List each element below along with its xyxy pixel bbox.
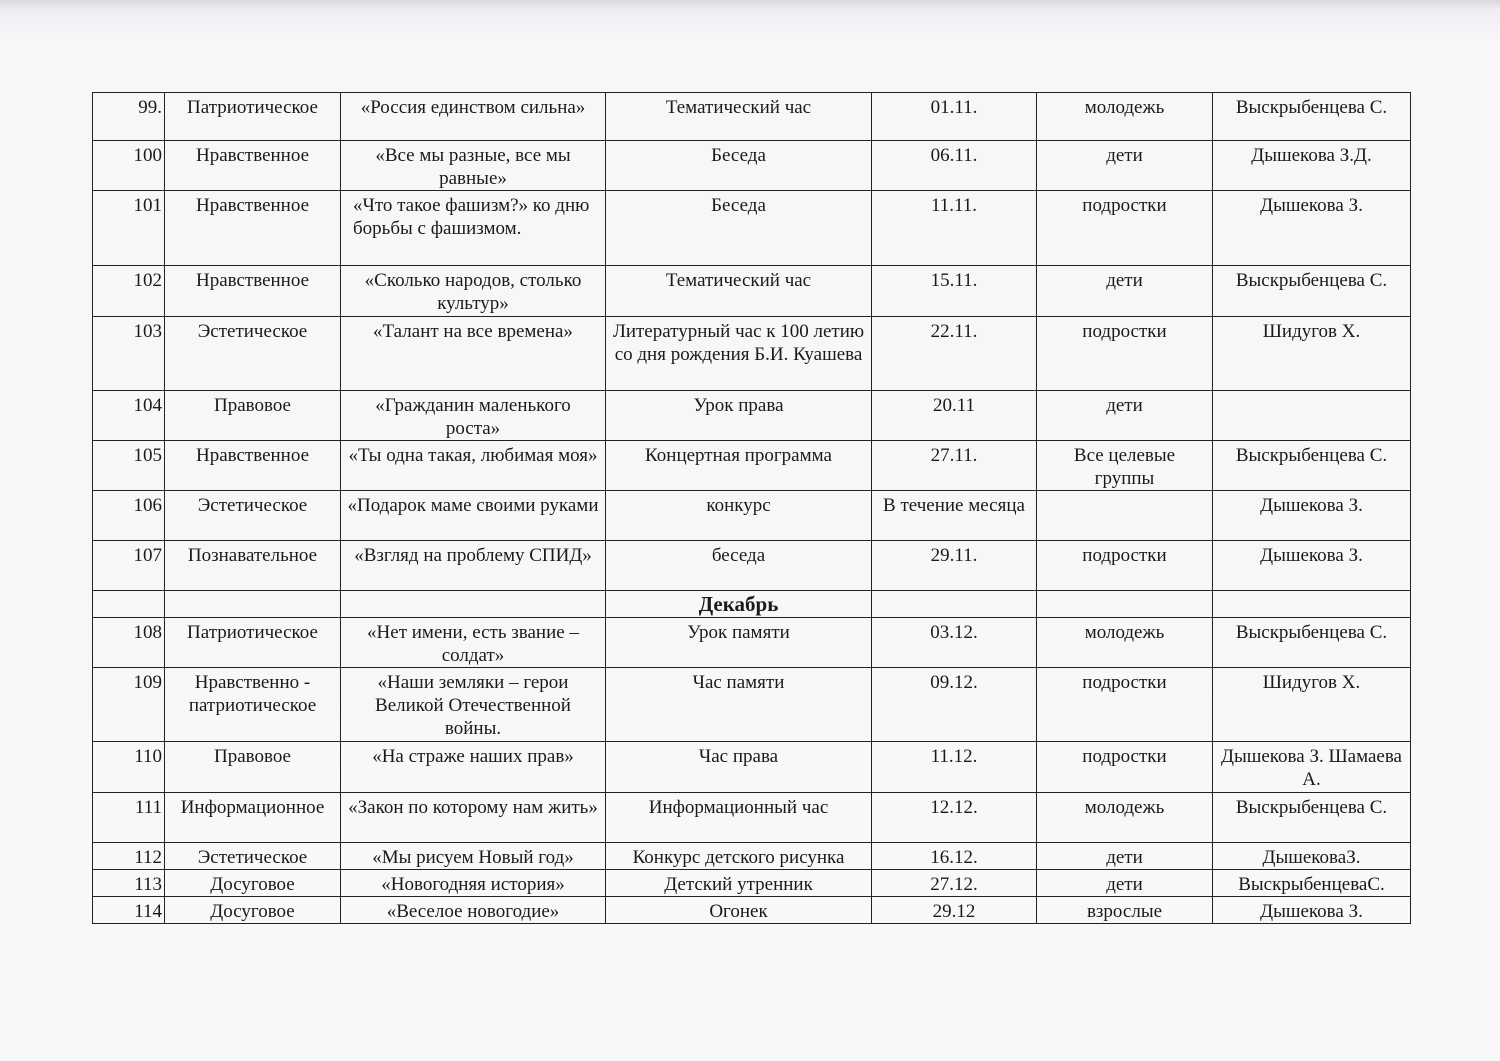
event-form: Огонек xyxy=(606,897,872,924)
event-responsible: Дышекова З. xyxy=(1213,897,1411,924)
row-number: 111 xyxy=(93,793,165,843)
event-audience: молодежь xyxy=(1037,618,1213,668)
page-edge xyxy=(0,0,1500,10)
event-responsible: Выскрыбенцева С. xyxy=(1213,266,1411,317)
event-audience: подростки xyxy=(1037,541,1213,591)
event-direction: Познавательное xyxy=(165,541,341,591)
event-audience: Все целевые группы xyxy=(1037,441,1213,491)
event-audience: подростки xyxy=(1037,668,1213,742)
table-row xyxy=(93,541,1411,591)
event-form: Литературный час к 100 летию со дня рождения Б.И. Куашева xyxy=(606,317,872,391)
event-responsible: Выскрыбенцева С. xyxy=(1213,441,1411,491)
event-audience: молодежь xyxy=(1037,793,1213,843)
event-form: беседа xyxy=(606,541,872,591)
event-direction: Нравственное xyxy=(165,441,341,491)
event-direction: Досуговое xyxy=(165,897,341,924)
event-audience: дети xyxy=(1037,141,1213,191)
event-direction: Нравственное xyxy=(165,266,341,317)
event-form: Час права xyxy=(606,742,872,793)
event-form: Конкурс детского рисунка xyxy=(606,843,872,870)
event-form: Беседа xyxy=(606,191,872,266)
event-direction: Нравственное xyxy=(165,191,341,266)
event-direction: Информационное xyxy=(165,793,341,843)
event-form: Беседа xyxy=(606,141,872,191)
event-responsible: Выскрыбенцева С. xyxy=(1213,93,1411,141)
event-audience: дети xyxy=(1037,843,1213,870)
event-form: Информационный час xyxy=(606,793,872,843)
event-title: «Наши земляки – герои Великой Отечественной войны. xyxy=(341,668,606,742)
row-number: 102 xyxy=(93,266,165,317)
event-date: В течение месяца xyxy=(872,491,1037,541)
event-responsible: Дышекова З.Д. xyxy=(1213,141,1411,191)
row-number: 106 xyxy=(93,491,165,541)
event-date: 09.12. xyxy=(872,668,1037,742)
event-date: 06.11. xyxy=(872,141,1037,191)
table-row xyxy=(93,742,1411,793)
event-direction: Патриотическое xyxy=(165,618,341,668)
event-title: «Гражданин маленького роста» xyxy=(341,391,606,441)
month-empty-cell xyxy=(93,591,165,618)
event-direction: Нравственно - патриотическое xyxy=(165,668,341,742)
event-date: 16.12. xyxy=(872,843,1037,870)
event-title: «Ты одна такая, любимая моя» xyxy=(341,441,606,491)
event-date: 12.12. xyxy=(872,793,1037,843)
month-empty-cell xyxy=(1037,591,1213,618)
event-date: 01.11. xyxy=(872,93,1037,141)
table-row xyxy=(93,441,1411,491)
event-title: «Закон по которому нам жить» xyxy=(341,793,606,843)
row-number: 101 xyxy=(93,191,165,266)
event-responsible: Дышекова З. Шамаева А. xyxy=(1213,742,1411,793)
row-number: 108 xyxy=(93,618,165,668)
event-title: «Что такое фашизм?» ко дню борьбы с фашизмом. xyxy=(341,191,606,266)
rows-december xyxy=(93,618,1411,924)
event-title: «Сколько народов, столько культур» xyxy=(341,266,606,317)
event-direction: Правовое xyxy=(165,742,341,793)
event-form: Урок памяти xyxy=(606,618,872,668)
month-empty-cell xyxy=(872,591,1037,618)
event-direction: Патриотическое xyxy=(165,93,341,141)
event-responsible: Выскрыбенцева С. xyxy=(1213,618,1411,668)
event-audience: подростки xyxy=(1037,317,1213,391)
event-date: 27.11. xyxy=(872,441,1037,491)
event-date: 20.11 xyxy=(872,391,1037,441)
month-empty-cell xyxy=(1213,591,1411,618)
event-date: 15.11. xyxy=(872,266,1037,317)
event-direction: Эстетическое xyxy=(165,317,341,391)
event-title: «Нет имени, есть звание – солдат» xyxy=(341,618,606,668)
month-divider xyxy=(93,591,1411,618)
table-row xyxy=(93,618,1411,668)
events-table xyxy=(92,92,1411,924)
table-row xyxy=(93,897,1411,924)
event-direction: Правовое xyxy=(165,391,341,441)
row-number: 105 xyxy=(93,441,165,491)
event-audience: дети xyxy=(1037,266,1213,317)
event-direction: Эстетическое xyxy=(165,491,341,541)
event-date: 11.12. xyxy=(872,742,1037,793)
event-form: Урок права xyxy=(606,391,872,441)
event-responsible: Выскрыбенцева С. xyxy=(1213,793,1411,843)
event-direction: Досуговое xyxy=(165,870,341,897)
table-row xyxy=(93,793,1411,843)
event-audience: дети xyxy=(1037,391,1213,441)
event-responsible: Дышекова З. xyxy=(1213,191,1411,266)
event-form: Тематический час xyxy=(606,266,872,317)
row-number: 103 xyxy=(93,317,165,391)
row-number: 110 xyxy=(93,742,165,793)
event-title: «Все мы разные, все мы равные» xyxy=(341,141,606,191)
month-label: Декабрь xyxy=(606,591,872,618)
event-audience: подростки xyxy=(1037,191,1213,266)
event-title: «Подарок маме своими руками xyxy=(341,491,606,541)
event-title: «Россия единством сильна» xyxy=(341,93,606,141)
table-row xyxy=(93,141,1411,191)
row-number: 112 xyxy=(93,843,165,870)
event-responsible: Дышекова З. xyxy=(1213,541,1411,591)
event-responsible: Шидугов Х. xyxy=(1213,668,1411,742)
table-row xyxy=(93,491,1411,541)
row-number: 107 xyxy=(93,541,165,591)
row-number: 114 xyxy=(93,897,165,924)
event-audience: взрослые xyxy=(1037,897,1213,924)
event-title: «Мы рисуем Новый год» xyxy=(341,843,606,870)
rows-november xyxy=(93,93,1411,591)
event-form: Час памяти xyxy=(606,668,872,742)
event-date: 22.11. xyxy=(872,317,1037,391)
row-number: 99. xyxy=(93,93,165,141)
row-number: 109 xyxy=(93,668,165,742)
event-date: 29.11. xyxy=(872,541,1037,591)
table-row xyxy=(93,266,1411,317)
event-title: «На страже наших прав» xyxy=(341,742,606,793)
event-form: конкурс xyxy=(606,491,872,541)
row-number: 113 xyxy=(93,870,165,897)
month-row xyxy=(93,591,1411,618)
event-date: 11.11. xyxy=(872,191,1037,266)
event-form: Тематический час xyxy=(606,93,872,141)
event-direction: Нравственное xyxy=(165,141,341,191)
event-audience: подростки xyxy=(1037,742,1213,793)
table-row xyxy=(93,870,1411,897)
event-date: 29.12 xyxy=(872,897,1037,924)
event-title: «Взгляд на проблему СПИД» xyxy=(341,541,606,591)
table-row xyxy=(93,191,1411,266)
row-number: 104 xyxy=(93,391,165,441)
event-responsible: ДышековаЗ. xyxy=(1213,843,1411,870)
event-direction: Эстетическое xyxy=(165,843,341,870)
event-title: «Новогодняя история» xyxy=(341,870,606,897)
table-row xyxy=(93,843,1411,870)
event-form: Концертная программа xyxy=(606,441,872,491)
table-row xyxy=(93,93,1411,141)
event-title: «Талант на все времена» xyxy=(341,317,606,391)
event-audience: дети xyxy=(1037,870,1213,897)
month-empty-cell xyxy=(165,591,341,618)
event-form: Детский утренник xyxy=(606,870,872,897)
event-responsible xyxy=(1213,391,1411,441)
event-date: 03.12. xyxy=(872,618,1037,668)
table-row xyxy=(93,391,1411,441)
event-responsible: Шидугов Х. xyxy=(1213,317,1411,391)
month-empty-cell xyxy=(341,591,606,618)
row-number: 100 xyxy=(93,141,165,191)
event-responsible: Дышекова З. xyxy=(1213,491,1411,541)
table-row xyxy=(93,668,1411,742)
event-title: «Веселое новогодие» xyxy=(341,897,606,924)
event-responsible: ВыскрыбенцеваС. xyxy=(1213,870,1411,897)
event-date: 27.12. xyxy=(872,870,1037,897)
table-row xyxy=(93,317,1411,391)
event-audience: молодежь xyxy=(1037,93,1213,141)
event-audience xyxy=(1037,491,1213,541)
